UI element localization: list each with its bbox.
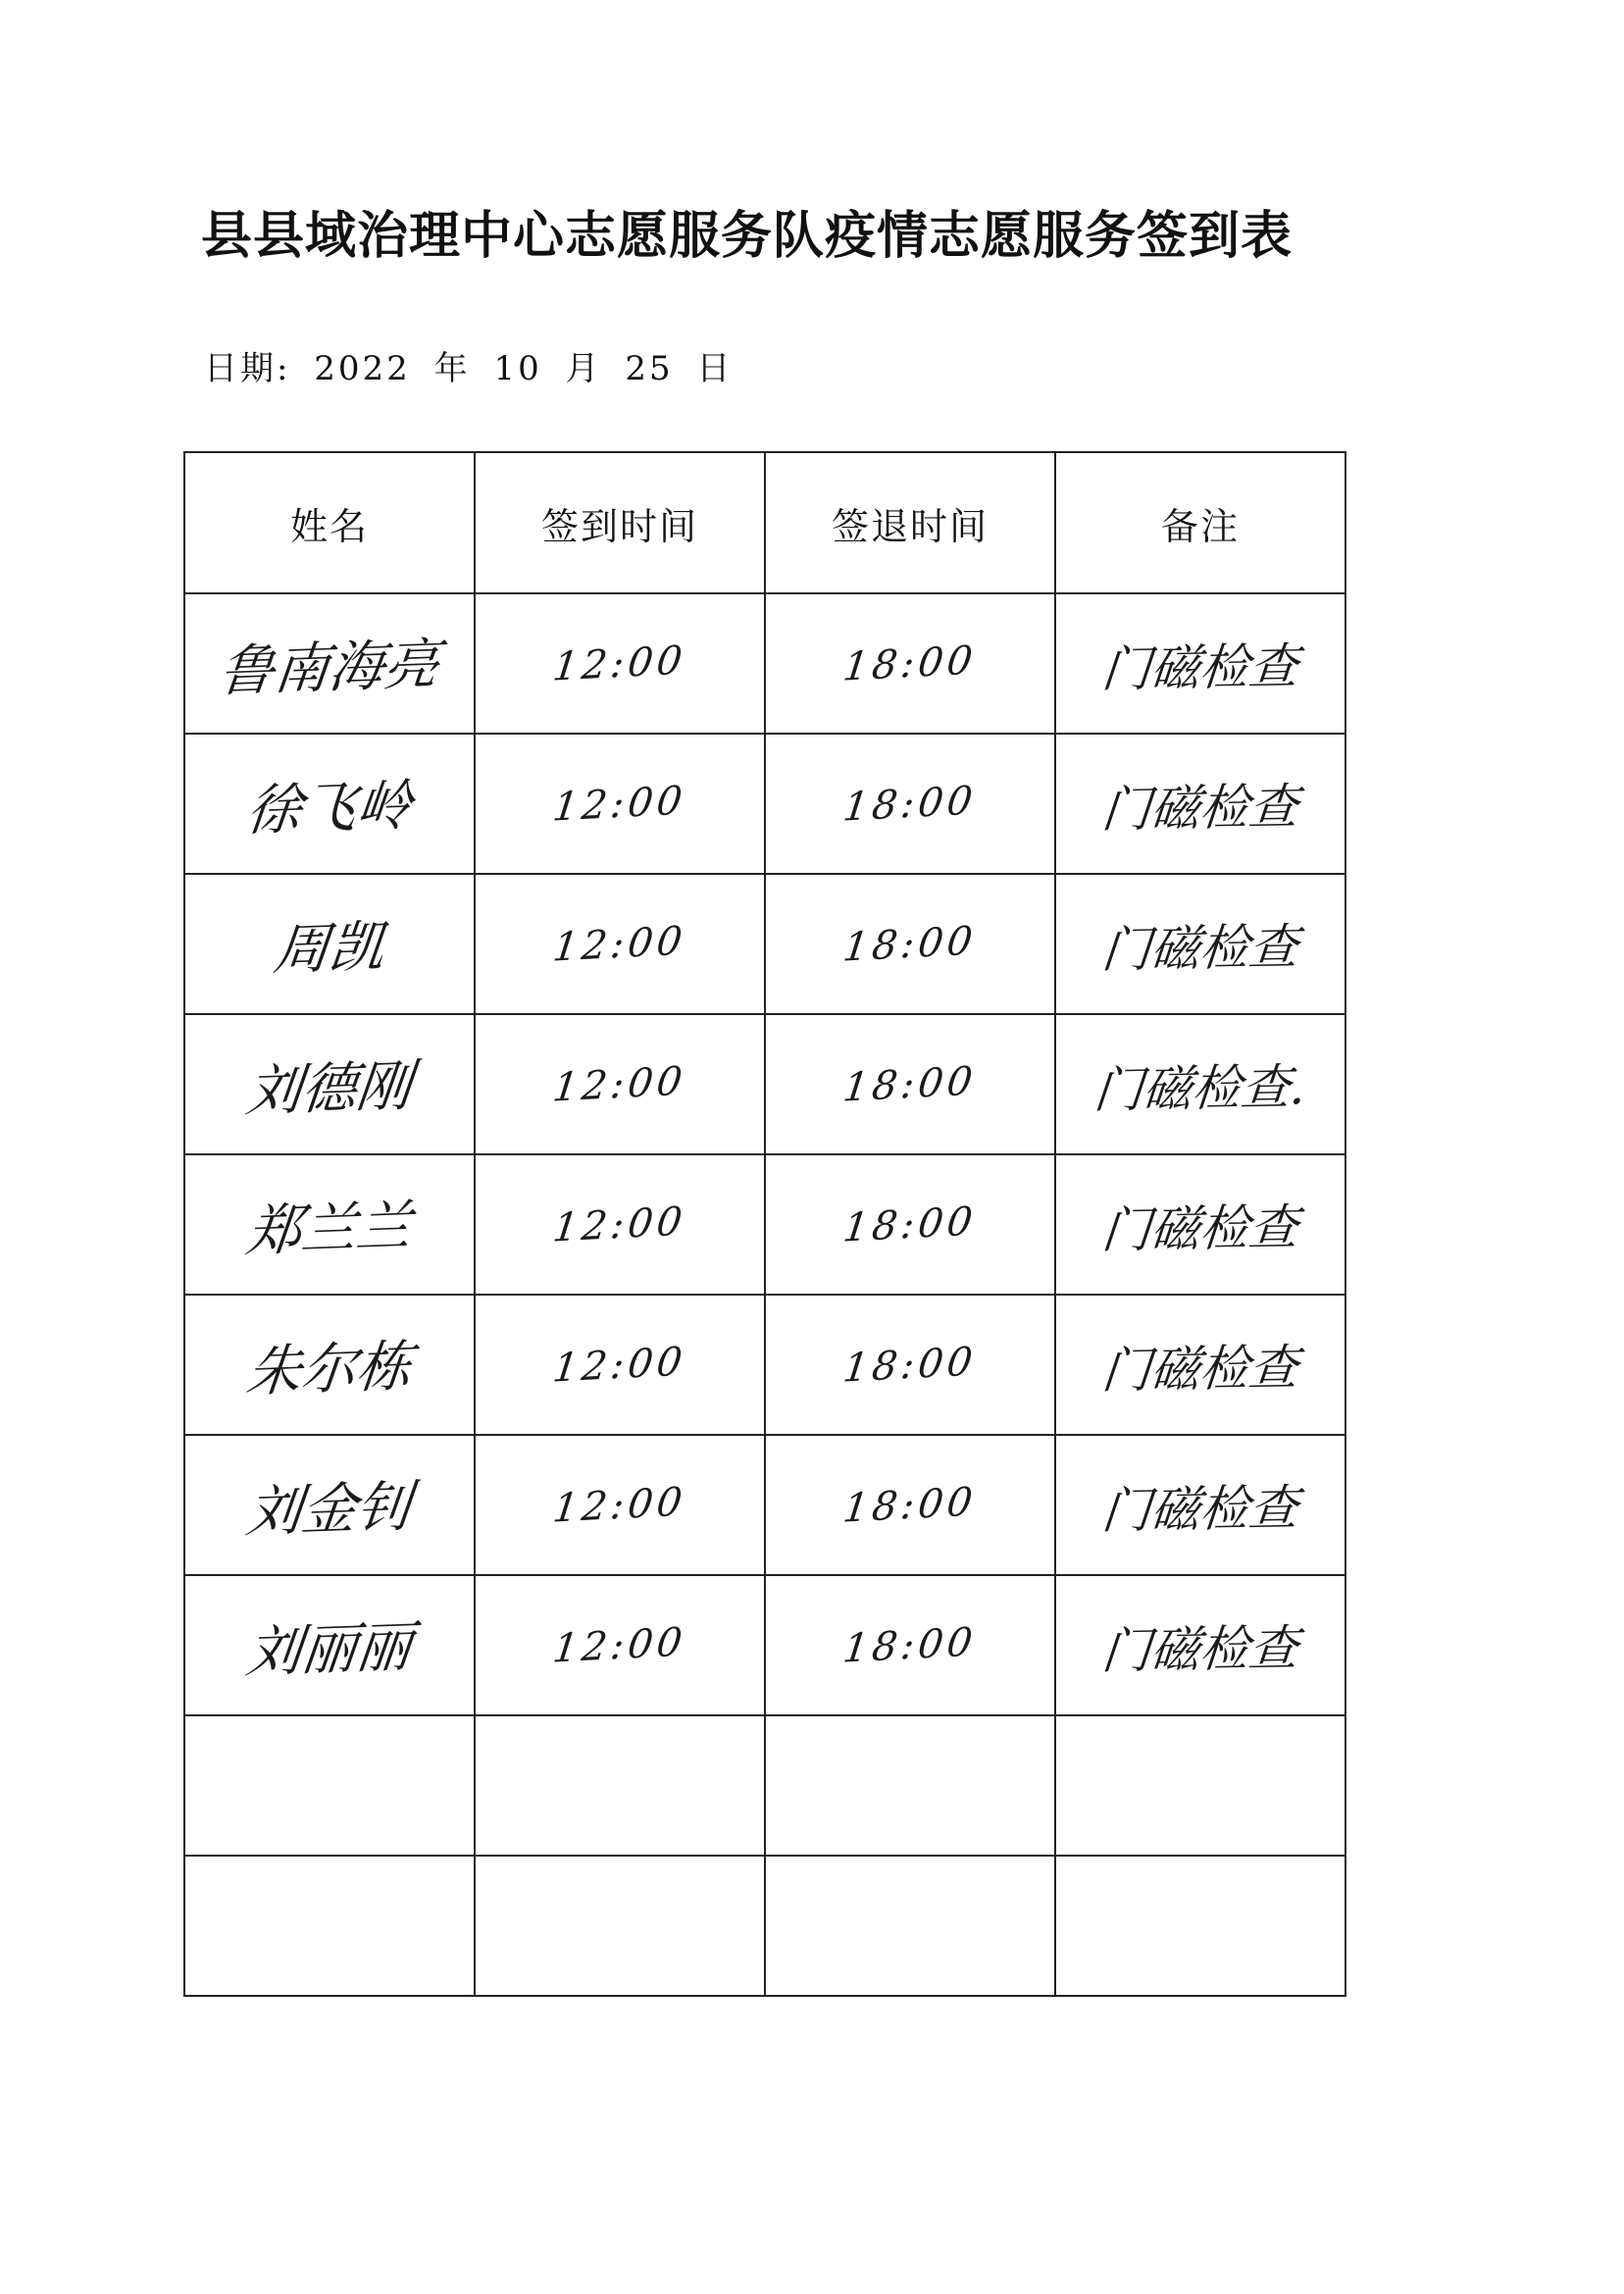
note-text: 门磁检查 [1099, 1618, 1301, 1680]
cell-sign-out [765, 1154, 1055, 1295]
table-header-row [184, 452, 1345, 593]
cell-sign-in [475, 734, 765, 874]
cell-name [184, 874, 475, 1014]
table-row [184, 1154, 1345, 1295]
cell-sign-in-blank [475, 1715, 765, 1856]
cell-note [1055, 874, 1345, 1014]
cell-name [184, 734, 475, 874]
date-month-unit: 月 [565, 349, 602, 388]
cell-sign-out [765, 1014, 1055, 1154]
signature: 刘丽丽 [243, 1614, 415, 1685]
sign-out-time: 18:00 [840, 917, 980, 971]
date-month: 10 [493, 349, 542, 388]
cell-name [184, 1435, 475, 1575]
note-text: 门磁检查 [1099, 777, 1301, 839]
sign-in-time: 12:00 [550, 777, 689, 831]
sign-in-time: 12:00 [550, 1478, 689, 1532]
cell-name-blank [184, 1856, 475, 1996]
cell-name [184, 1154, 475, 1295]
cell-note [1055, 1014, 1345, 1154]
date-label: 日期: [204, 349, 291, 388]
note-text: 门磁检查 [1099, 1478, 1301, 1540]
signature: 刘德刚 [243, 1053, 415, 1124]
cell-sign-in [475, 593, 765, 734]
cell-sign-in [475, 1575, 765, 1715]
cell-sign-out [765, 734, 1055, 874]
signature: 郑兰兰 [243, 1194, 415, 1264]
cell-note-blank [1055, 1856, 1345, 1996]
sign-out-time: 18:00 [840, 1057, 980, 1111]
header-sign-in: 签到时间 [475, 452, 765, 593]
cell-sign-out [765, 593, 1055, 734]
sign-out-time: 18:00 [840, 777, 980, 831]
cell-sign-out-blank [765, 1856, 1055, 1996]
cell-note [1055, 1435, 1345, 1575]
note-text: 门磁检查 [1099, 637, 1301, 698]
sign-out-time: 18:00 [840, 1198, 980, 1251]
cell-sign-in [475, 1295, 765, 1435]
signature: 徐飞岭 [243, 773, 415, 843]
table-row-blank [184, 1856, 1345, 1996]
signature: 刘金钊 [243, 1474, 415, 1545]
cell-note [1055, 1154, 1345, 1295]
date-day: 25 [625, 349, 674, 388]
note-text: 门磁检查 [1099, 1338, 1301, 1400]
date-year: 2022 [314, 349, 411, 388]
note-text: 门磁检查 [1099, 917, 1301, 979]
cell-name [184, 1575, 475, 1715]
table-row [184, 593, 1345, 734]
cell-name [184, 1295, 475, 1435]
page-title: 县县域治理中心志愿服务队疫情志愿服务签到表 [201, 206, 1294, 266]
header-name: 姓名 [184, 452, 475, 593]
note-text: 门磁检查 [1099, 1198, 1301, 1259]
date-day-unit: 日 [696, 349, 734, 388]
cell-name-blank [184, 1715, 475, 1856]
cell-sign-out [765, 1295, 1055, 1435]
sign-out-time: 18:00 [840, 1478, 980, 1532]
table-row-blank [184, 1715, 1345, 1856]
signin-table [183, 451, 1346, 1997]
sign-in-time: 12:00 [550, 917, 689, 971]
sign-in-time: 12:00 [550, 1618, 689, 1672]
sign-out-time: 18:00 [840, 1338, 980, 1392]
cell-name [184, 593, 475, 734]
cell-sign-in [475, 1435, 765, 1575]
cell-sign-in [475, 874, 765, 1014]
table-row [184, 1435, 1345, 1575]
table-row [184, 1575, 1345, 1715]
sign-in-time: 12:00 [550, 1057, 689, 1111]
cell-note [1055, 593, 1345, 734]
cell-name [184, 1014, 475, 1154]
sign-in-time: 12:00 [550, 1198, 689, 1251]
cell-sign-in-blank [475, 1856, 765, 1996]
signature: 鲁南海亮 [216, 632, 442, 704]
sign-in-time: 12:00 [550, 637, 689, 690]
cell-sign-in [475, 1154, 765, 1295]
header-sign-out: 签退时间 [765, 452, 1055, 593]
cell-note [1055, 734, 1345, 874]
cell-note [1055, 1295, 1345, 1435]
date-year-unit: 年 [433, 349, 471, 388]
sign-in-time: 12:00 [550, 1338, 689, 1392]
signature: 朱尔栋 [243, 1334, 415, 1404]
sign-out-time: 18:00 [840, 1618, 980, 1672]
cell-note-blank [1055, 1715, 1345, 1856]
note-text: 门磁检查. [1091, 1057, 1309, 1119]
date-line [204, 341, 742, 389]
signature: 周凯 [271, 914, 387, 983]
header-note: 备注 [1055, 452, 1345, 593]
table-row [184, 1295, 1345, 1435]
cell-sign-in [475, 1014, 765, 1154]
cell-sign-out [765, 1575, 1055, 1715]
table-row [184, 1014, 1345, 1154]
cell-sign-out [765, 874, 1055, 1014]
table-row [184, 734, 1345, 874]
sign-out-time: 18:00 [840, 637, 980, 690]
cell-sign-out [765, 1435, 1055, 1575]
cell-sign-out-blank [765, 1715, 1055, 1856]
cell-note [1055, 1575, 1345, 1715]
table-row [184, 874, 1345, 1014]
